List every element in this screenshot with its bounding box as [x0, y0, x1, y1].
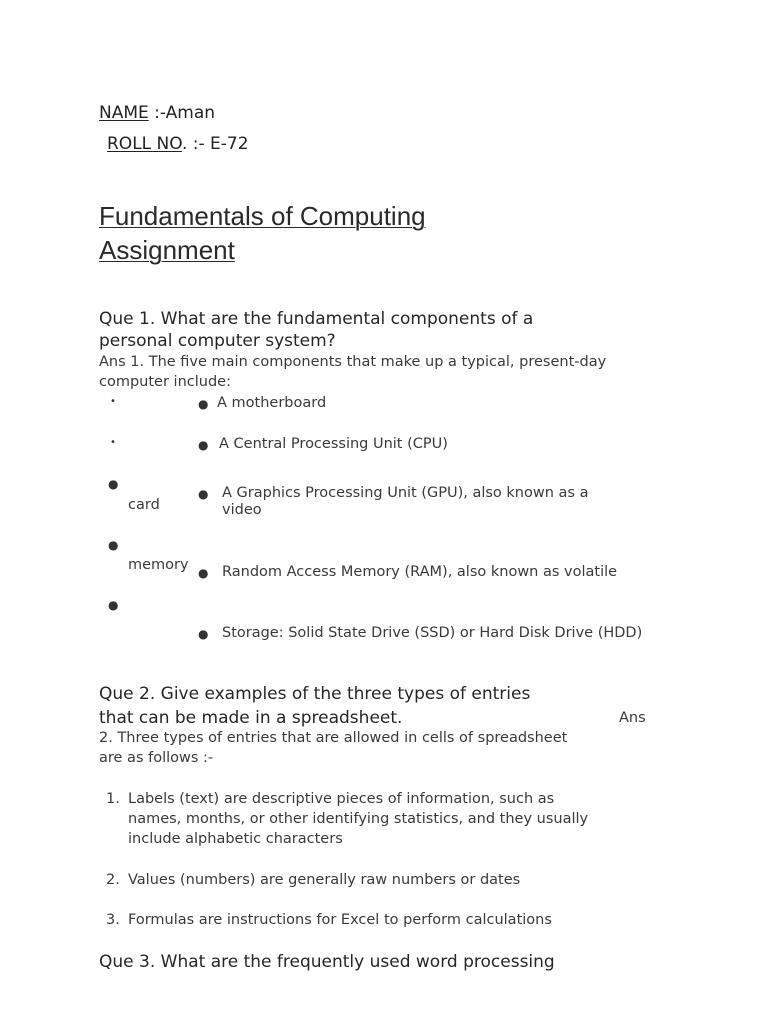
- name-line: [99, 103, 215, 123]
- page-title-line1: Fundamentals of Computing: [99, 201, 426, 231]
- bullet-2: ●: [198, 438, 209, 452]
- q2-answer-line2: are as follows :-: [99, 750, 214, 766]
- list-item-storage: Storage: Solid State Drive (SSD) or Hard Disk Drive (HDD): [222, 625, 643, 641]
- roll-line: [107, 134, 249, 154]
- list-num-3: 3.: [106, 912, 120, 928]
- bullet-small-2: •: [110, 437, 116, 448]
- name-label: NAME: [99, 103, 149, 123]
- roll-value: . :- E-72: [181, 134, 249, 154]
- bullet-4: ●: [198, 566, 209, 580]
- q3-question-line1: Que 3. What are the frequently used word processing: [99, 952, 555, 972]
- list-entry-2: Values (numbers) are generally raw numbers or dates: [128, 872, 521, 888]
- list-item-gpu-card: card: [128, 497, 160, 513]
- q2-question-line2: that can be made in a spreadsheet.: [99, 708, 403, 728]
- q2-question-line1: Que 2. Give examples of the three types of entries: [99, 684, 531, 704]
- name-value: :-Aman: [148, 103, 216, 123]
- list-entry-1-line3: include alphabetic characters: [128, 831, 343, 847]
- list-entry-1-line1: Labels (text) are descriptive pieces of information, such as: [128, 791, 555, 807]
- bullet-left-5: ●: [108, 598, 119, 612]
- list-num-2: 2.: [106, 872, 120, 888]
- list-item-gpu-cont: video: [222, 502, 262, 518]
- page-title-line2: Assignment: [99, 235, 235, 265]
- list-entry-3: Formulas are instructions for Excel to perform calculations: [128, 912, 552, 928]
- bullet-left-3: ●: [108, 477, 119, 491]
- list-item-motherboard: A motherboard: [217, 395, 327, 411]
- roll-label: ROLL NO: [107, 134, 182, 154]
- q1-answer-line1: Ans 1. The five main components that make up a typical, present-day: [99, 354, 607, 370]
- q2-answer-line1: 2. Three types of entries that are allowed in cells of spreadsheet: [99, 730, 568, 746]
- bullet-small-1: •: [110, 396, 116, 407]
- q1-answer-line2: computer include:: [99, 374, 231, 390]
- bullet-5: ●: [198, 627, 209, 641]
- list-entry-1-line2: names, months, or other identifying statistics, and they usually: [128, 811, 589, 827]
- list-item-cpu: A Central Processing Unit (CPU): [219, 436, 448, 452]
- bullet-3: ●: [198, 487, 209, 501]
- bullet-1: ●: [198, 397, 209, 411]
- q1-question-line2: personal computer system?: [99, 331, 336, 351]
- list-num-1: 1.: [106, 791, 120, 807]
- q1-question-line1: Que 1. What are the fundamental components of a: [99, 309, 534, 329]
- list-item-gpu: A Graphics Processing Unit (GPU), also known as a: [222, 485, 589, 501]
- bullet-left-4: ●: [108, 538, 119, 552]
- list-item-ram: Random Access Memory (RAM), also known as volatile: [222, 564, 618, 580]
- list-item-ram-memory: memory: [128, 557, 189, 573]
- q2-ans-tail: Ans: [619, 710, 646, 726]
